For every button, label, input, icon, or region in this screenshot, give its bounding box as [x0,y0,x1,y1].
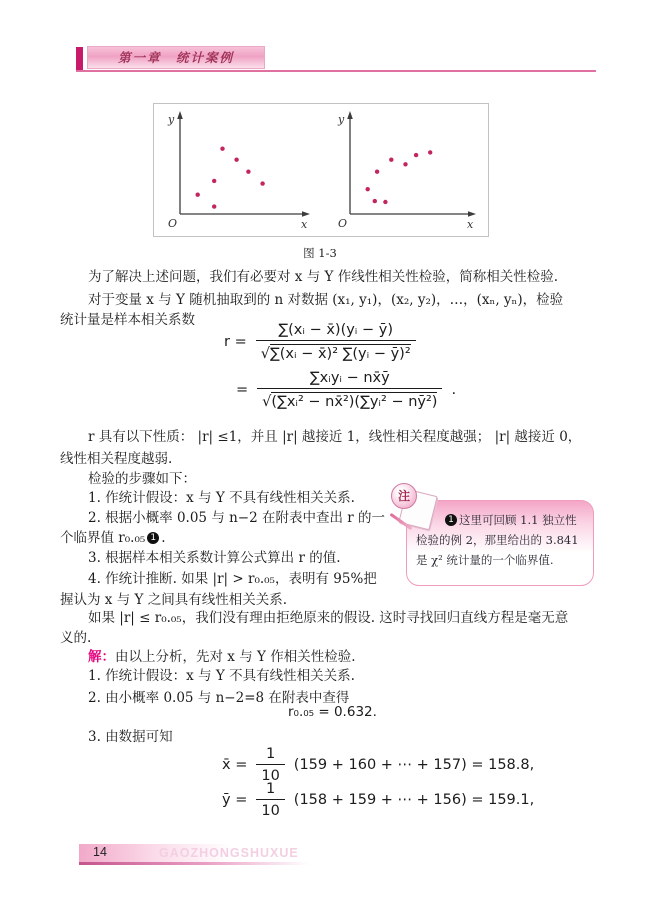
scatter-point [220,147,224,151]
formula-ybar-fraction [256,781,284,819]
scatter-point [196,193,200,197]
formula-r-line1 [224,322,419,362]
step-4-line2: 握认为 x 与 Y 之间具有线性相关关系. [60,592,287,608]
scatter-point [375,170,379,174]
formula-ybar-rhs: (158 + 159 + ⋯ + 156) = 159.1, [293,792,535,808]
step-2-line2-period: . [161,530,166,546]
figure-box [153,103,489,237]
formula-xbar-frac-num: 1 [265,746,276,762]
left-y-arrow-icon [177,111,183,119]
sqrt-symbol: √ [262,394,272,410]
formula-r1-denominator [256,340,416,362]
formula-ybar-lhs: ȳ = [222,792,248,808]
step-4-line1: 4. 作统计推断. 如果 |r| > r₀.₀₅，表明有 95%把 [88,571,377,587]
paragraph-3-line2: 线性相关程度越弱. [60,451,173,467]
right-origin-label: O [338,217,348,230]
scatter-point [383,200,387,204]
step-2-line2-text: 个临界值 r₀.₀₅ [60,530,146,546]
scatter-point [212,179,216,183]
right-y-arrow-icon [347,111,353,119]
footer-watermark: GAOZHONGSHUXUE [159,846,299,860]
paragraph-3-line1: r 具有以下性质： |r| ≤1，并且 |r| 越接近 1，线性相关程度越强； |r| 越接近 0， [88,429,582,445]
scatter-point [403,162,407,166]
step-3: 3. 根据样本相关系数计算公式算出 r 的值. [88,550,341,566]
formula-xbar [222,746,534,784]
paragraph-2-line1: 对于变量 x 与 Y 随机抽取到的 n 对数据 (x₁, y₁)，(x₂, y₂)，…，(xₙ, yₙ)，检验 [88,292,564,308]
scatter-point [373,199,377,203]
note-icon [389,483,443,537]
step-2-line1: 2. 根据小概率 0.05 与 n−2 在附表中查出 r 的一 [88,510,386,526]
solution-step-3: 3. 由数据可知 [88,729,173,745]
paragraph-4: 检验的步骤如下： [88,471,196,487]
solution-step-1: 1. 作统计假设：x 与 Y 不具有线性相关关系. [88,668,355,684]
formula-r-line2 [236,370,456,410]
scatter-point [260,181,264,185]
right-ylabel: y [338,113,345,126]
footnote-1-badge: 1 [147,532,159,544]
sqrt-symbol: √ [260,346,270,362]
scatter-point [212,204,216,208]
scatter-point [234,158,238,162]
formula-xbar-frac-den: 10 [256,764,284,784]
paragraph-5-line2: 义的. [60,630,92,646]
note-line-1 [443,512,577,528]
paragraph-2-line2: 统计量是样本相关系数 [60,312,195,328]
solution-label: 解： [88,649,115,665]
formula-r1-fraction [256,322,416,362]
formula-xbar-rhs: (159 + 160 + ⋯ + 157) = 158.8, [293,757,535,773]
note-line-1-text: 这里可回顾 1.1 独立性 [459,513,577,527]
formula-r2-lhs: = [236,382,249,398]
formula-ybar-frac-den: 10 [256,799,284,819]
formula-r1-radicand: ∑(xᵢ − x̄)² ∑(yᵢ − ȳ)² [269,346,411,362]
left-origin-label: O [168,217,178,230]
paragraph-5-line1: 如果 |r| ≤ r₀.₀₅，我们没有理由拒绝原来的假设. 这时寻找回归直线方程是毫无意 [88,610,569,626]
formula-r2-numerator: ∑xᵢyᵢ − nx̄ȳ [309,370,390,386]
header-divider [76,70,596,72]
scatter-point [366,187,370,191]
solution-step-2: 2. 由小概率 0.05 与 n−2=8 在附表中查得 [88,690,350,706]
page-number: 14 [93,845,107,859]
formula-ybar [222,781,534,819]
step-1: 1. 作统计假设：x 与 Y 不具有线性相关关系. [88,490,355,506]
note-footnote-badge: 1 [445,514,457,526]
left-xlabel: x [301,218,308,231]
chapter-accent-bar [76,47,83,72]
step-2-line2 [60,526,166,546]
footer-bar [79,844,299,862]
formula-r1-numerator: ∑(xᵢ − x̄)(yᵢ − ȳ) [278,322,393,338]
left-ylabel: y [168,113,175,126]
formula-ybar-frac-num: 1 [265,781,276,797]
left-x-arrow-icon [302,211,310,217]
formula-r2-radicand: (∑xᵢ² − nx̄²)(∑yᵢ² − nȳ²) [271,394,438,410]
paragraph-1: 为了解决上述问题，我们有必要对 x 与 Y 作线性相关性检验，简称相关性检验. [88,269,558,285]
formula-xbar-lhs: x̄ = [222,757,248,773]
formula-r2-period: . [451,382,457,398]
formula-r2-fraction [257,370,442,410]
scatter-point [414,153,418,157]
note-line-2: 检验的例 2，那里给出的 3.841 [416,533,579,547]
formula-r1-lhs: r = [224,334,247,350]
figure-caption: 图 1-3 [303,246,337,260]
critical-value-equation: r₀.₀₅ = 0.632. [288,704,377,720]
note-tag: 注 [391,483,417,509]
solution-text: 由以上分析，先对 x 与 Y 作相关性检验. [115,649,356,665]
right-xlabel: x [467,218,474,231]
solution-line [88,645,355,665]
scatter-point [389,158,393,162]
formula-r2-denominator [257,388,442,410]
footer-divider [79,862,309,865]
figure-svg [154,104,486,234]
right-x-arrow-icon [468,211,476,217]
chapter-title: 第一章 统计案例 [87,46,265,69]
scatter-point [428,150,432,154]
scatter-point [246,170,250,174]
note-line-3: 是 χ² 统计量的一个临界值. [416,553,554,567]
formula-xbar-fraction [256,746,284,784]
